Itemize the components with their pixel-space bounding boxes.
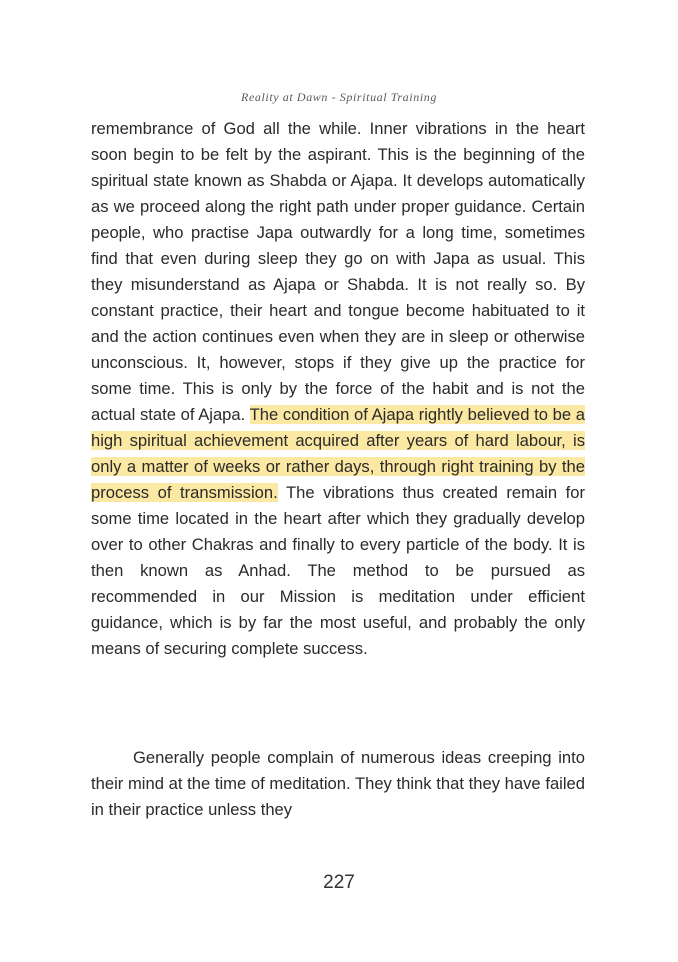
paragraph-text: remembrance of God all the while. Inner vibrations in the heart soon begin to be felt by the aspirant. This is the beginning of the spiritual state known as Shabda or Ajapa. It develops automatically as we proceed along the right path under proper guidance. Certain people, who practise Japa outwardly for a long time, sometimes find that even during sleep they go on with Japa as usual. This they misunderstand as Ajapa or Shabda. It is not really so. By constant practice, their heart and tongue become habituated to it and the action continues even when they are in sleep or otherwise unconscious. It, however, stops if they give up the practice for some time. This is only by the force of the habit and is not the actual state of Ajapa. (91, 119, 585, 424)
paragraph-text-continued: The vibrations thus created remain for some time located in the heart after which they gradually develop over to other Chakras and finally to every particle of the body. It is then known as Anhad. The method to be pursued as recommended in our Mission is meditation under efficient guidance, which is by far the most useful, and probably the only means of securing complete success. (91, 483, 585, 658)
page-number: 227 (323, 872, 355, 893)
body-paragraph (91, 116, 585, 662)
body-paragraph-2: Generally people complain of numerous ideas creeping into their mind at the time of meditation. They think that they have failed in their practice unless they (91, 748, 585, 819)
running-header: Reality at Dawn - Spiritual Training (241, 90, 437, 104)
highlighted-text: The condition of Ajapa rightly believed to be a high spiritual achievement acquired after years of hard labour, is only a matter of weeks or rather days, through right training by the process of transmission. (91, 405, 585, 502)
